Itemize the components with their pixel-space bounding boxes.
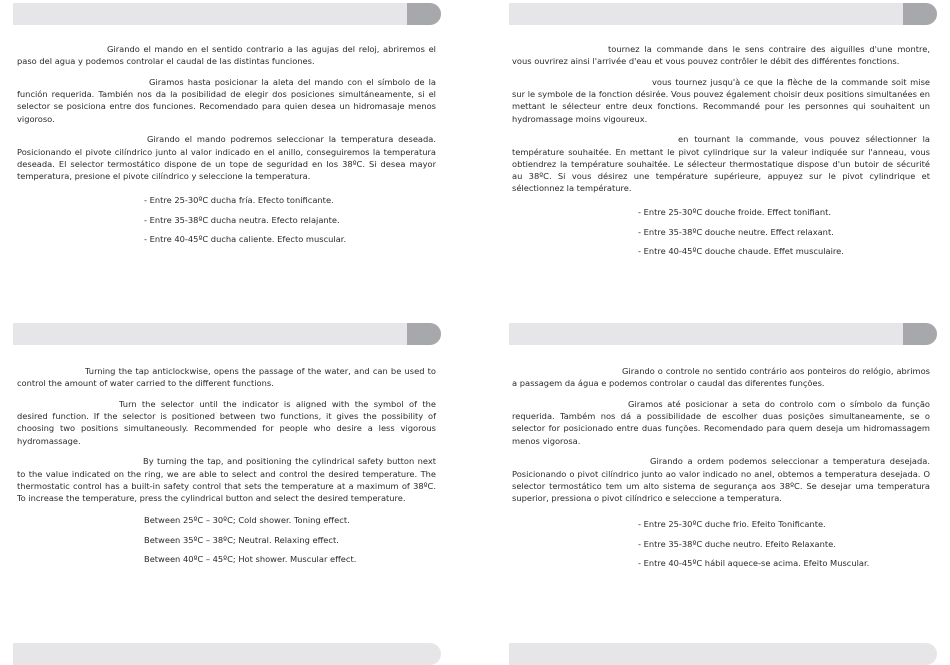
french-options [512,206,930,257]
portuguese-options [512,518,930,569]
english-paragraph-1: Turning the tap anticlockwise, opens the passage of the water, and can be used to control the amount of water carried to the different functions. [17,366,436,389]
english-option-1: Between 25ºC – 30ºC; Cold shower. Toning effect. [144,515,350,526]
header-tab-top-left [407,3,441,25]
french-paragraph-2: vous tournez jusqu'à ce que la flèche de la commande soit mise sur le symbole de la fonction désirée. Vous pouvez également choisir deux positions simultanées en mettant le sélecteur entre deux fonctions. Recommandé pour les personnes qui souhaitent un hydromassage moins vigoureux. [512,77,930,124]
french-option-3: - Entre 40-45ºC douche chaude. Effet musculaire. [638,246,844,257]
english-section [17,365,436,572]
header-bar-middle-left [13,323,441,345]
french-option-1: - Entre 25-30ºC douche froide. Effect tonifiant. [638,207,832,218]
french-section [512,43,930,265]
spanish-paragraph-3: Girando el mando podremos seleccionar la temperatura deseada. Posicionando el pivote cilíndrico junto al valor indicado en el anillo, conseguiremos la temperatura deseada. El selector termostático dispone de un tope de seguridad en los 38ºC. Si desea mayor temperatura, presione el pivote cilíndrico y seleccione la temperatura. [17,134,436,182]
english-options [17,514,436,565]
portuguese-paragraph-1: Girando o controle no sentido contrário aos ponteiros do relógio, abrimos a passagem da água e podemos controlar o caudal das diferentes funções. [512,366,930,389]
spanish-option-3: - Entre 40-45ºC ducha caliente. Efecto muscular. [144,234,347,244]
header-bar-top-left [13,3,441,25]
spanish-section [17,43,436,252]
header-bar-top-right [509,3,937,25]
header-bar-middle-right [509,323,937,345]
header-tab-middle-left [407,323,441,345]
french-option-2: - Entre 35-38ºC douche neutre. Effect relaxant. [638,226,834,237]
french-paragraph-3: en tournant la commande, vous pouvez sélectionner la température souhaitée. En mettant le pivot cylindrique sur la valeur indiquée sur l'anneau, vous obtiendrez la température souhaitée. Le sélecteur thermostatique dispose d'un butoir de sécurité au 38ºC. Si vous désirez une température supérieure, appuyez sur le pivot cylindrique et sélectionnez la température. [512,134,930,194]
header-tab-top-right [903,3,937,25]
english-option-3: Between 40ºC – 45ºC; Hot shower. Muscular effect. [144,554,357,564]
spanish-paragraph-2: Giramos hasta posicionar la aleta del mando con el símbolo de la función requerida. También nos da la posibilidad de elegir dos posiciones simultáneamente, si el selector se posiciona entre dos funciones. Recomendado para quien desea un hidromasaje menos vigoroso. [17,77,436,124]
spanish-options [17,194,436,245]
portuguese-option-1: - Entre 25-30ºC duche frio. Efeito Tonificante. [638,519,826,530]
spanish-paragraph-1: Girando el mando en el sentido contrario a las agujas del reloj, abriremos el paso del agua y podemos controlar el caudal de las distintas funciones. [17,44,436,67]
spanish-option-2: - Entre 35-38ºC ducha neutra. Efecto relajante. [144,214,340,225]
portuguese-paragraph-2: Giramos até posicionar a seta do controlo com o símbolo da função requerida. Também nos dá a possibilidade de escolher duas posições simultaneamente, se o selector for posicionado entre duas funções. Recomendado para quem deseja um hidromassagem menos vigorosa. [512,399,930,446]
english-paragraph-2: Turn the selector until the indicator is aligned with the symbol of the desired function. If the selector is positioned between two functions, it gives the possibility of choosing two positions simultaneously. Recommended for people who desire a less vigorous hydromassage. [17,399,436,446]
portuguese-option-3: - Entre 40-45ºC hábil aquece-se acima. Efeito Muscular. [638,558,870,568]
header-tab-middle-right [903,323,937,345]
portuguese-section [512,365,930,576]
portuguese-paragraph-3: Girando a ordem podemos seleccionar a temperatura desejada. Posicionando o pivot cilíndrico junto ao valor indicado no anel, obtemos a temperatura desejada. O selector termostático tem um alto sistema de segurança aos 38ºC. Se desejar uma temperatura superior, pressiona o pivot cilíndrico e seleccione a temperatura. [512,456,930,504]
portuguese-option-2: - Entre 35-38ºC duche neutro. Efeito Relaxante. [638,538,836,549]
english-paragraph-3: By turning the tap, and positioning the cylindrical safety button next to the value indicated on the ring, we are able to select and control the desired temperature. The thermostatic control has a built-in safety control that sets the temperature at a maximum of 38ºC. To increase the temperature, press the cylindrical button and select the desired temperature. [17,456,436,504]
english-option-2: Between 35ºC – 38ºC; Neutral. Relaxing effect. [144,534,339,545]
french-paragraph-1: tournez la commande dans le sens contraire des aiguilles d'une montre, vous ouvrirez ainsi l'arrivée d'eau et vous pouvez contrôler le débit des différentes fonctions. [512,44,930,67]
header-bar-bottom-right [509,643,937,665]
spanish-option-1: - Entre 25-30ºC ducha fría. Efecto tonificante. [144,195,334,206]
header-bar-bottom-left [13,643,441,665]
